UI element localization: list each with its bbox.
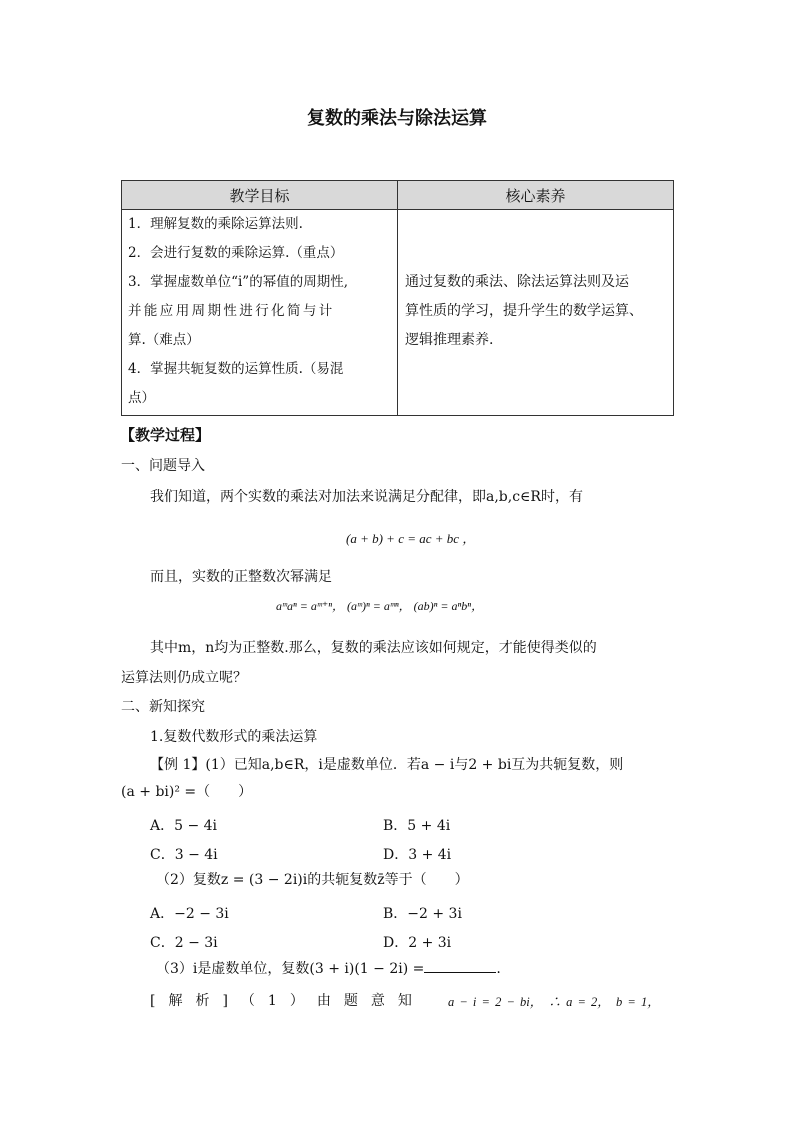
q2-option-a: A．−2 − 3i — [150, 906, 229, 922]
answer-blank — [424, 958, 496, 973]
intro-paragraph-1: 我们知道，两个实数的乘法对加法来说满足分配律，即a,b,c∈R时，有 — [150, 489, 583, 505]
q2-option-d: D．2 + 3i — [383, 935, 452, 951]
page-title: 复数的乘法与除法运算 — [307, 108, 487, 129]
question-3-stem — [156, 958, 501, 979]
goal-line: 并能应用周期性进行化简与计 — [128, 303, 335, 319]
q2-option-b: B．−2 + 3i — [383, 906, 462, 922]
solution-math: a − i = 2 − bi， ∴ a = 2， b = 1， — [448, 995, 660, 1009]
example-1-line-1: 【例 1】(1）已知a,b∈R，i是虚数单位．若a − i与2 + bi互为共轭复数，则 — [150, 757, 624, 773]
intro-paragraph-3: 其中m，n均为正整数.那么，复数的乘法应该如何规定，才能使得类似的 — [150, 640, 597, 656]
example-1-line-2: (a + bi)² =（ ） — [121, 784, 253, 800]
goal-line: 2．会进行复数的乘除运算.（重点） — [128, 245, 344, 261]
intro-paragraph-4: 运算法则仍成立呢？ — [121, 670, 247, 686]
intro-paragraph-2: 而且，实数的正整数次幂满足 — [150, 569, 332, 585]
literacy-cell — [398, 210, 674, 416]
goal-line: 点） — [128, 390, 155, 406]
literacy-line: 通过复数的乘法、除法运算法则及运 — [405, 274, 629, 290]
q1-option-d: D．3 + 4i — [383, 847, 452, 863]
goal-line: 1．理解复数的乘除运算法则. — [128, 216, 303, 232]
subsection-multiplication: 1.复数代数形式的乘法运算 — [150, 729, 318, 745]
question-2-stem: （2）复数z = (3 − 2i)i的共轭复数z̄等于（ ） — [156, 872, 469, 888]
goal-line: 4．掌握共轭复数的运算性质.（易混 — [128, 361, 344, 377]
q1-option-c: C．3 − 4i — [150, 847, 218, 863]
goal-line: 算.（难点） — [128, 332, 200, 348]
literacy-line: 算性质的学习，提升学生的数学运算、 — [405, 303, 643, 319]
q1-option-a: A．5 − 4i — [150, 818, 218, 834]
goals-cell — [122, 210, 398, 416]
formula-power-rules: aᵐaⁿ = aᵐ⁺ⁿ， (aᵐ)ⁿ = aᵐⁿ， (ab)ⁿ = aⁿbⁿ， — [276, 599, 484, 613]
teaching-process-heading: 【教学过程】 — [120, 426, 211, 444]
q2-option-c: C．2 − 3i — [150, 935, 218, 951]
formula-distributive: (a + b) + c = ac + bc ， — [346, 531, 476, 546]
solution-label: [解析]（1）由题意知 — [150, 993, 425, 1009]
q1-option-b: B．5 + 4i — [383, 818, 451, 834]
header-teaching-goals: 教学目标 — [122, 181, 398, 210]
section-explore-heading: 二、新知探究 — [121, 699, 205, 715]
objectives-table — [121, 180, 674, 416]
header-core-literacy: 核心素养 — [398, 181, 674, 210]
goal-line: 3．掌握虚数单位“i”的幂值的周期性, — [128, 274, 349, 290]
literacy-line: 逻辑推理素养. — [405, 332, 494, 348]
question-3-end: . — [496, 961, 501, 977]
question-3-text: （3）i是虚数单位，复数(3 + i)(1 − 2i) = — [156, 961, 425, 977]
section-intro-heading: 一、问题导入 — [121, 458, 205, 474]
